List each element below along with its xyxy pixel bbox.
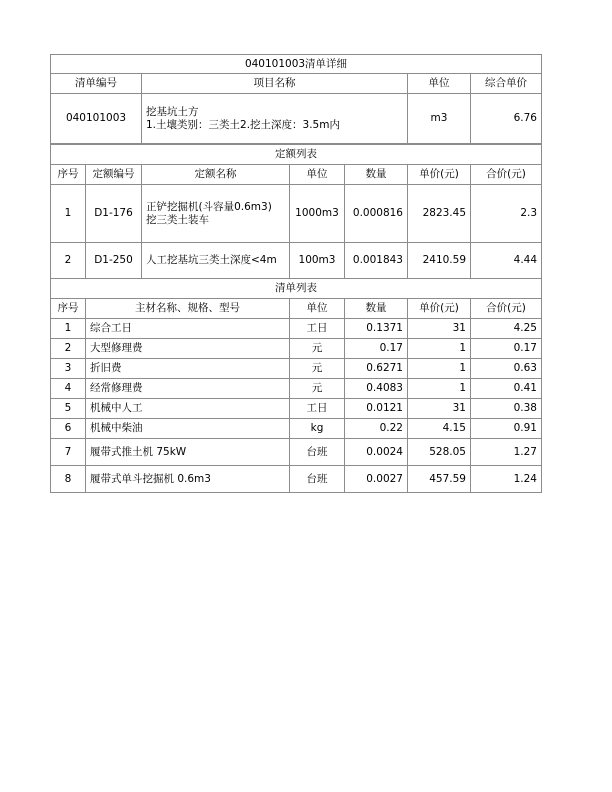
sheet-title: 040101003清单详细 (51, 55, 542, 74)
material-no: 1 (51, 319, 86, 339)
material-unit: 工日 (290, 319, 345, 339)
material-qty: 0.0027 (345, 466, 408, 493)
material-qty: 0.0024 (345, 439, 408, 466)
material-no: 8 (51, 466, 86, 493)
material-total: 4.25 (471, 319, 542, 339)
bill-name (142, 94, 408, 144)
material-no: 4 (51, 379, 86, 399)
material-qty: 0.1371 (345, 319, 408, 339)
bill-unit-header: 单位 (408, 74, 471, 94)
material-unit-price: 4.15 (408, 419, 471, 439)
quota-unit: 100m3 (290, 243, 345, 279)
material-row (51, 419, 542, 439)
material-row (51, 379, 542, 399)
quota-qty-header: 数量 (345, 165, 408, 185)
material-total: 1.27 (471, 439, 542, 466)
quota-section-title: 定额列表 (51, 145, 542, 165)
material-unit: 台班 (290, 466, 345, 493)
material-name: 履带式单斗挖掘机 0.6m3 (86, 466, 290, 493)
material-name: 大型修理费 (86, 339, 290, 359)
bill-name-line1: 挖基坑土方 (146, 105, 199, 118)
material-name: 折旧费 (86, 359, 290, 379)
material-no: 2 (51, 339, 86, 359)
quota-row (51, 243, 542, 279)
quota-qty: 0.001843 (345, 243, 408, 279)
material-qty: 0.22 (345, 419, 408, 439)
material-unit-price: 31 (408, 399, 471, 419)
quota-total: 2.3 (471, 185, 542, 243)
quota-unit-price-header: 单价(元) (408, 165, 471, 185)
material-name: 机械中人工 (86, 399, 290, 419)
quota-name (142, 185, 290, 243)
quota-unit-header: 单位 (290, 165, 345, 185)
material-qty: 0.17 (345, 339, 408, 359)
bill-name-header: 项目名称 (142, 74, 408, 94)
material-total: 0.17 (471, 339, 542, 359)
quota-table (50, 144, 542, 279)
quota-no: 1 (51, 185, 86, 243)
material-total: 0.63 (471, 359, 542, 379)
material-row (51, 319, 542, 339)
material-unit: kg (290, 419, 345, 439)
bill-unit: m3 (408, 94, 471, 144)
quota-total: 4.44 (471, 243, 542, 279)
bill-table (50, 54, 542, 144)
material-name: 机械中柴油 (86, 419, 290, 439)
material-section-title: 清单列表 (51, 279, 542, 299)
material-no: 5 (51, 399, 86, 419)
material-unit-price: 31 (408, 319, 471, 339)
quota-no: 2 (51, 243, 86, 279)
material-unit-price: 1 (408, 379, 471, 399)
quota-code: D1-250 (86, 243, 142, 279)
material-qty: 0.6271 (345, 359, 408, 379)
material-unit: 元 (290, 359, 345, 379)
bill-code-header: 清单编号 (51, 74, 142, 94)
material-no-header: 序号 (51, 299, 86, 319)
bill-code: 040101003 (51, 94, 142, 144)
material-total: 0.41 (471, 379, 542, 399)
material-row (51, 466, 542, 493)
material-row (51, 339, 542, 359)
material-name: 综合工日 (86, 319, 290, 339)
quota-unit-price: 2410.59 (408, 243, 471, 279)
quota-total-header: 合价(元) (471, 165, 542, 185)
material-unit: 工日 (290, 399, 345, 419)
material-unit-price: 1 (408, 359, 471, 379)
material-total: 1.24 (471, 466, 542, 493)
material-name: 履带式推土机 75kW (86, 439, 290, 466)
material-no: 3 (51, 359, 86, 379)
material-unit-price: 1 (408, 339, 471, 359)
bill-price: 6.76 (471, 94, 542, 144)
material-qty: 0.4083 (345, 379, 408, 399)
material-unit: 台班 (290, 439, 345, 466)
quota-name-line2: 挖三类土装车 (146, 213, 209, 226)
quota-name (142, 243, 290, 279)
material-no: 7 (51, 439, 86, 466)
quota-name-line1: 人工挖基坑三类土深度<4m (146, 254, 277, 266)
quota-code: D1-176 (86, 185, 142, 243)
material-unit-price-header: 单价(元) (408, 299, 471, 319)
quota-qty: 0.000816 (345, 185, 408, 243)
material-row (51, 359, 542, 379)
material-unit: 元 (290, 339, 345, 359)
material-total-header: 合价(元) (471, 299, 542, 319)
material-table (50, 278, 542, 493)
quota-code-header: 定额编号 (86, 165, 142, 185)
material-unit-price: 457.59 (408, 466, 471, 493)
material-total: 0.38 (471, 399, 542, 419)
material-unit: 元 (290, 379, 345, 399)
material-row (51, 439, 542, 466)
quota-name-header: 定额名称 (142, 165, 290, 185)
material-qty: 0.0121 (345, 399, 408, 419)
quota-row (51, 185, 542, 243)
quota-name-line1: 正铲挖掘机(斗容量0.6m3) (146, 200, 272, 213)
material-qty-header: 数量 (345, 299, 408, 319)
bill-name-line2: 1.土壤类别：三类土2.挖土深度：3.5m内 (146, 118, 340, 131)
material-no: 6 (51, 419, 86, 439)
quota-unit-price: 2823.45 (408, 185, 471, 243)
material-name: 经常修理费 (86, 379, 290, 399)
quota-no-header: 序号 (51, 165, 86, 185)
material-name-header: 主材名称、规格、型号 (86, 299, 290, 319)
bill-price-header: 综合单价 (471, 74, 542, 94)
material-unit-header: 单位 (290, 299, 345, 319)
material-unit-price: 528.05 (408, 439, 471, 466)
quota-unit: 1000m3 (290, 185, 345, 243)
material-row (51, 399, 542, 419)
material-total: 0.91 (471, 419, 542, 439)
